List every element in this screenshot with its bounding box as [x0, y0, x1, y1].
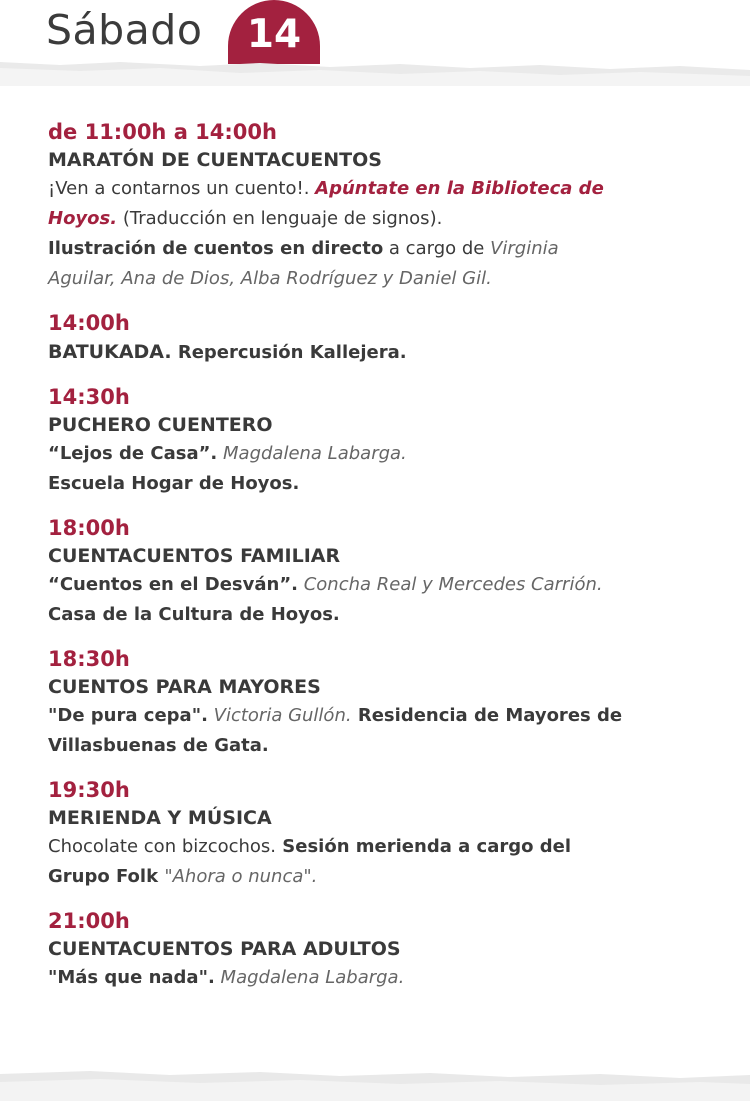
event-time: 14:00h — [48, 311, 130, 335]
event-description-line: Villasbuenas de Gata. — [48, 735, 269, 756]
event-item — [48, 118, 728, 294]
day-title: Sábado — [46, 6, 203, 54]
event-time: de 11:00h a 14:00h — [48, 120, 277, 144]
event-bold-text: “Cuentos en el Desván”. — [48, 574, 298, 595]
event-description-line — [48, 264, 728, 294]
event-description-line — [48, 832, 728, 862]
event-text: (Traducción en lenguaje de signos). — [117, 208, 443, 229]
event-description-line — [48, 963, 728, 993]
date-badge: 14 — [228, 0, 320, 64]
event-item — [48, 645, 728, 761]
event-highlight: Hoyos. — [48, 208, 118, 229]
event-highlight: Apúntate en la Biblioteca de — [315, 178, 604, 199]
event-italic-text: "Ahora o nunca". — [164, 866, 318, 887]
event-item — [48, 907, 728, 993]
event-title: CUENTACUENTOS FAMILIAR — [48, 545, 341, 567]
event-description-line: Escuela Hogar de Hoyos. — [48, 473, 300, 494]
event-description-line — [48, 174, 728, 204]
event-title: BATUKADA. — [48, 341, 172, 363]
event-italic-text: Virginia — [490, 238, 559, 259]
event-time: 21:00h — [48, 909, 130, 933]
event-bold-text: "De pura cepa". — [48, 705, 208, 726]
event-item — [48, 383, 728, 499]
event-bold-text: Grupo Folk — [48, 866, 165, 887]
event-text: a cargo de — [383, 238, 491, 259]
event-description-line — [48, 234, 728, 264]
event-description-line — [48, 439, 728, 469]
event-italic-text: Concha Real y Mercedes Carrión. — [298, 574, 603, 595]
event-italic-text: Victoria Gullón. — [207, 705, 352, 726]
event-italic-text: Magdalena Labarga. — [214, 967, 405, 988]
event-text: ¡Ven a contarnos un cuento!. — [48, 178, 316, 199]
event-italic-text: Magdalena Labarga. — [217, 443, 407, 464]
event-bold-text: "Más que nada". — [48, 967, 215, 988]
event-description-line — [48, 701, 728, 731]
event-description-line — [48, 338, 728, 368]
event-description-line — [48, 570, 728, 600]
event-bold-text: Sesión merienda a cargo del — [276, 836, 572, 857]
event-bold-text: Residencia de Mayores de — [351, 705, 623, 726]
event-title: CUENTACUENTOS PARA ADULTOS — [48, 938, 401, 960]
event-item — [48, 309, 728, 368]
event-title: MERIENDA Y MÚSICA — [48, 807, 272, 829]
event-title: MARATÓN DE CUENTACUENTOS — [48, 149, 382, 171]
event-description-line: Casa de la Cultura de Hoyos. — [48, 604, 340, 625]
event-italic-text: Aguilar, Ana de Dios, Alba Rodríguez y Daniel Gil. — [48, 268, 492, 289]
schedule-content — [48, 118, 728, 1008]
event-time: 18:00h — [48, 516, 130, 540]
event-text: Chocolate con bizcochos. — [48, 836, 277, 857]
event-description-line — [48, 204, 728, 234]
event-time: 19:30h — [48, 778, 130, 802]
event-bold-text: Repercusión Kallejera. — [171, 342, 407, 363]
event-title: PUCHERO CUENTERO — [48, 414, 273, 436]
event-bold-text: Ilustración de cuentos en directo — [48, 238, 384, 259]
event-time: 14:30h — [48, 385, 130, 409]
torn-paper-divider-top — [0, 56, 750, 86]
event-item — [48, 776, 728, 892]
event-item — [48, 514, 728, 630]
event-bold-text: “Lejos de Casa”. — [48, 443, 218, 464]
event-time: 18:30h — [48, 647, 130, 671]
torn-paper-divider-bottom — [0, 1064, 750, 1101]
event-title: CUENTOS PARA MAYORES — [48, 676, 321, 698]
event-description-line — [48, 862, 728, 892]
